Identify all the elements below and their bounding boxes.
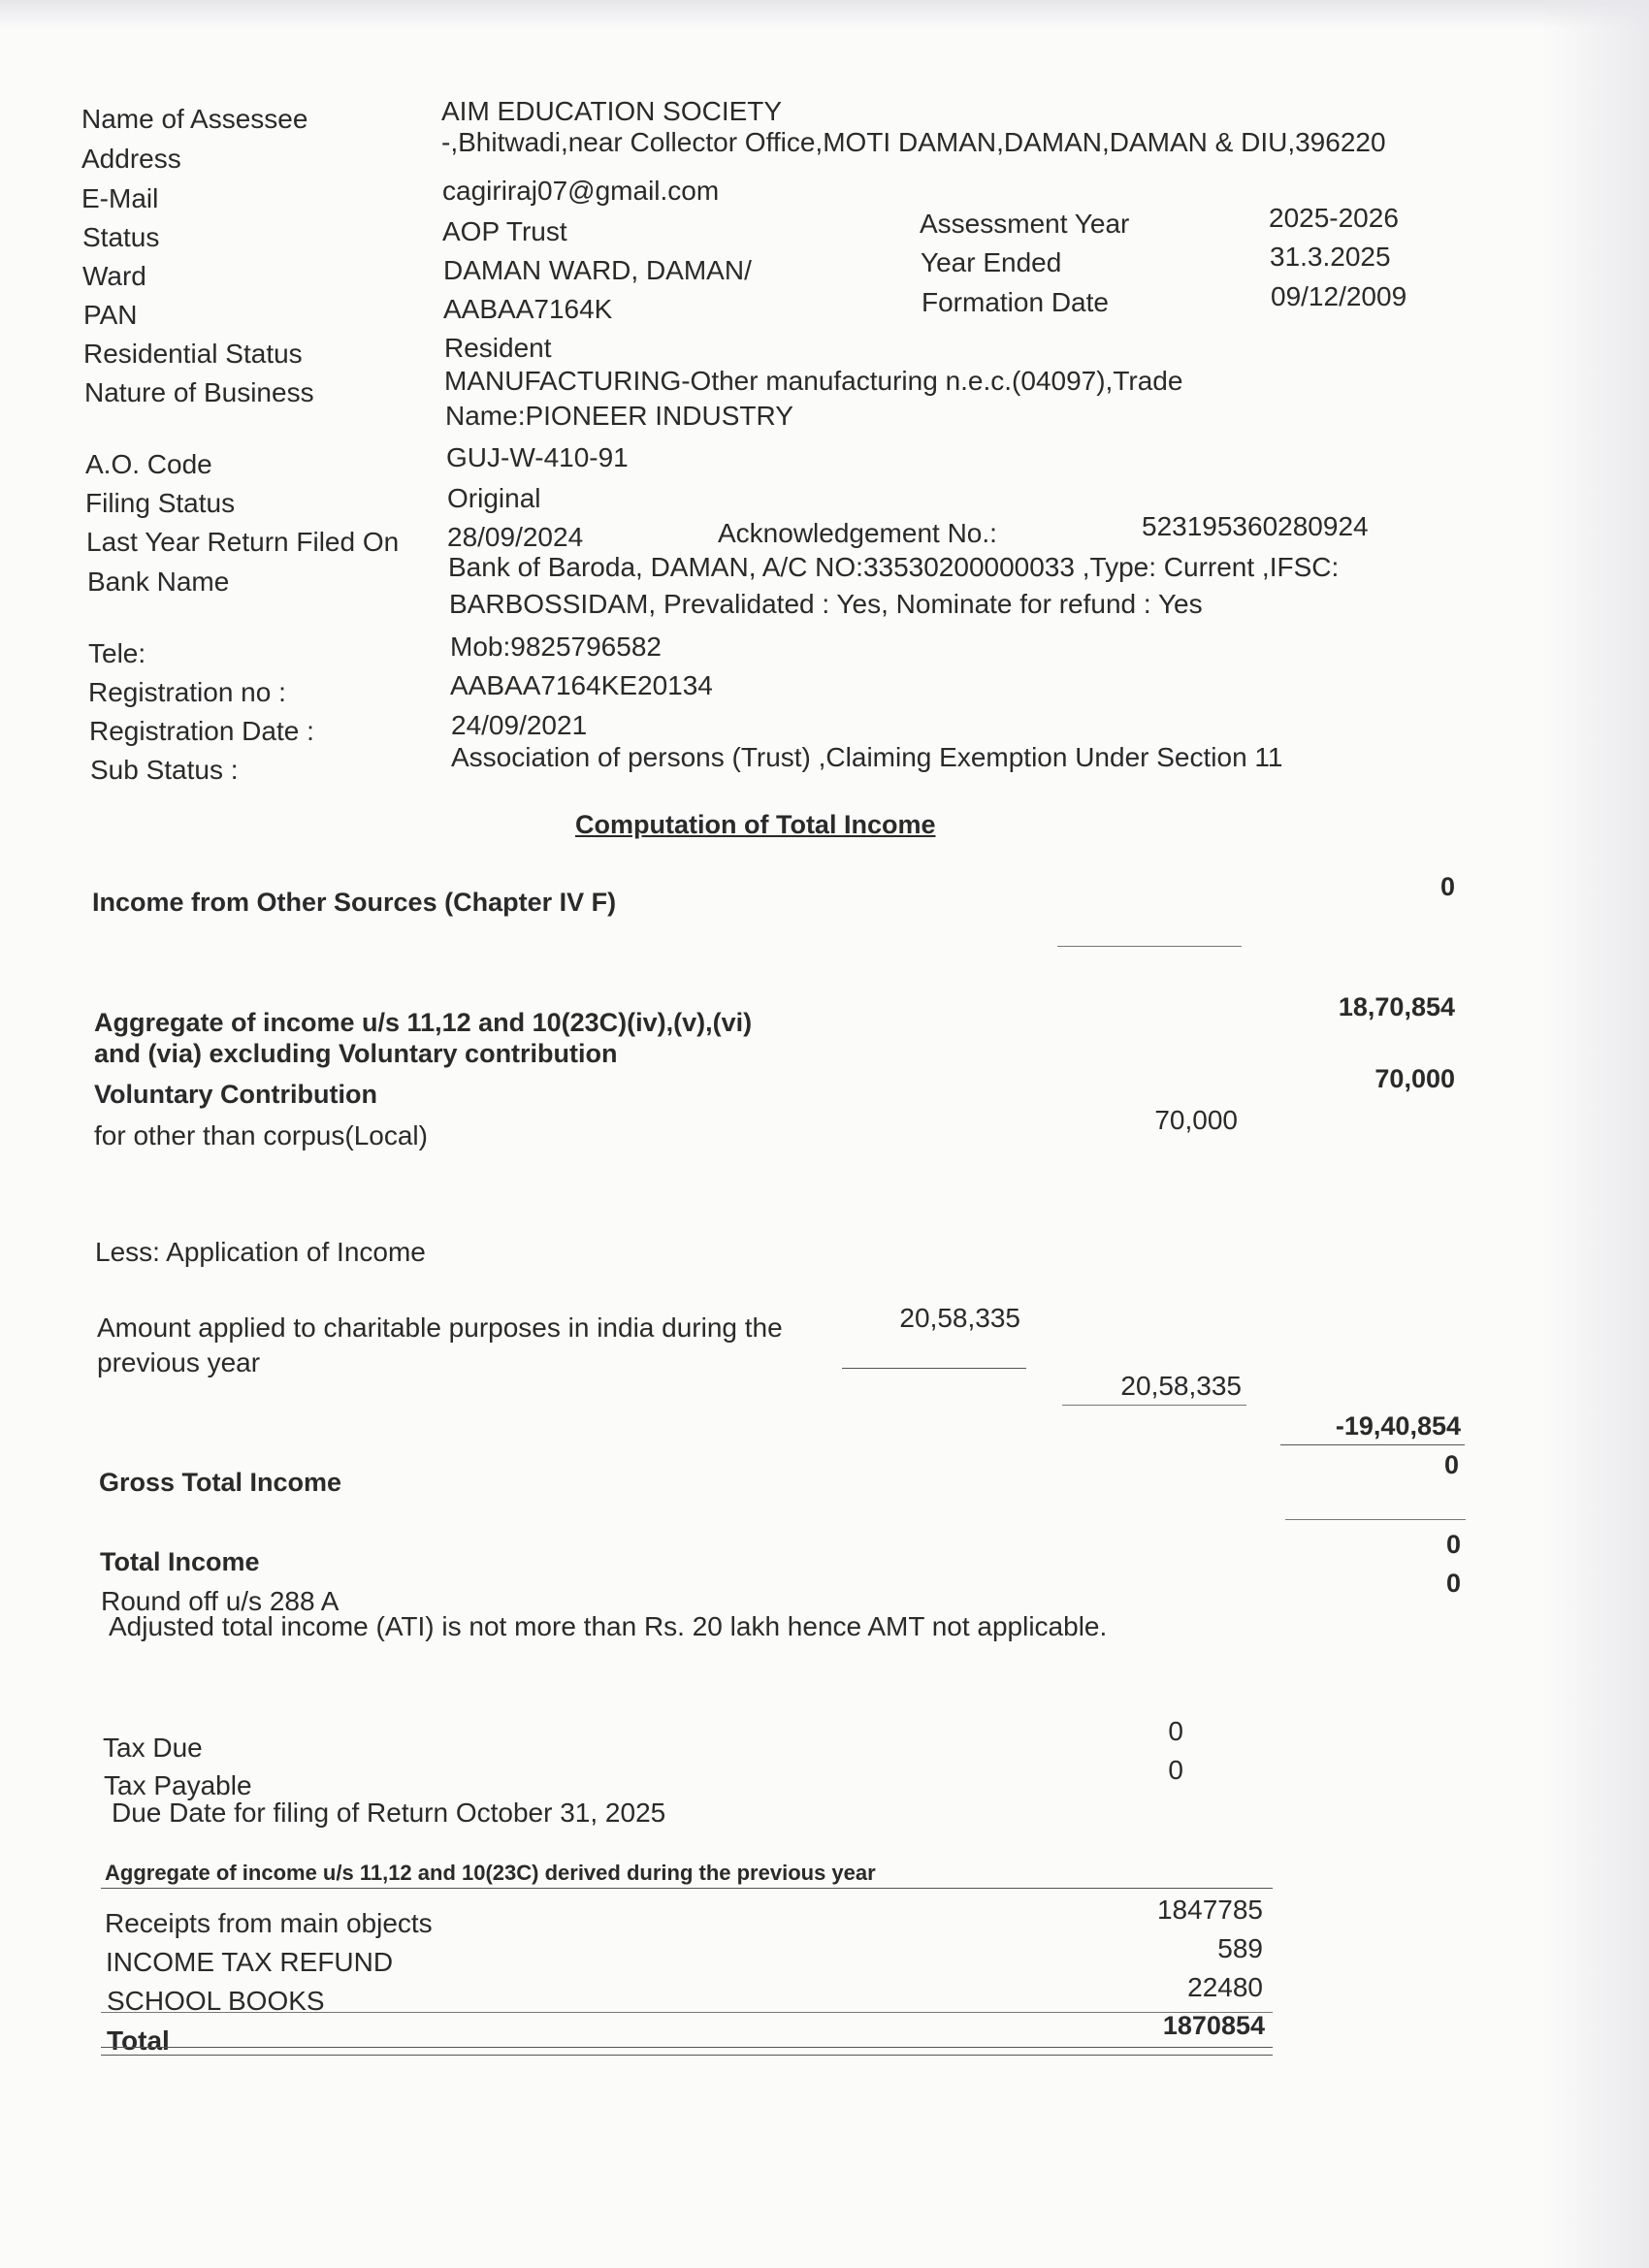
label-name: Name of Assessee — [81, 104, 308, 134]
label-gross-total-income: Gross Total Income — [99, 1468, 342, 1497]
label-formation-date: Formation Date — [922, 287, 1109, 317]
value-formation-date: 09/12/2009 — [1271, 281, 1407, 311]
aggregate-row-value: 1847785 — [1156, 1895, 1263, 1925]
value-total-income: 0 — [1445, 1530, 1461, 1559]
value-ao-code: GUJ-W-410-91 — [446, 442, 629, 472]
value-address: -,Bhitwadi,near Collector Office,MOTI DAMAN,DAMAN,DAMAN & DIU,396220 — [441, 127, 1386, 157]
value-bank-line2: BARBOSSIDAM, Prevalidated : Yes, Nominate for refund : Yes — [449, 589, 1203, 619]
table-divider — [101, 2055, 1273, 2056]
divider — [1280, 1444, 1465, 1445]
label-pan: PAN — [83, 300, 138, 330]
label-total-income: Total Income — [100, 1547, 260, 1576]
value-tax-payable: 0 — [1168, 1755, 1183, 1785]
value-net: -19,40,854 — [1335, 1411, 1461, 1441]
label-other-sources: Income from Other Sources (Chapter IV F) — [92, 888, 617, 917]
value-name: AIM EDUCATION SOCIETY — [441, 96, 783, 126]
due-date-note: Due Date for filing of Return October 31, 2025 — [112, 1798, 666, 1828]
amt-note: Adjusted total income (ATI) is not more than Rs. 20 lakh hence AMT not applicable. — [109, 1611, 1108, 1641]
value-email: cagiriraj07@gmail.com — [442, 176, 720, 206]
value-non-corpus: 70,000 — [1154, 1105, 1238, 1135]
label-registration-no: Registration no : — [88, 677, 286, 707]
aggregate-row-label: Receipts from main objects — [105, 1908, 433, 1938]
value-registration-date: 24/09/2021 — [451, 710, 588, 740]
label-tax-due: Tax Due — [103, 1733, 203, 1763]
value-assessment-year: 2025-2026 — [1269, 203, 1399, 233]
aggregate-row-value: 22480 — [1187, 1972, 1263, 2002]
label-nature-of-business: Nature of Business — [84, 377, 314, 407]
label-sub-status: Sub Status : — [90, 755, 239, 785]
label-last-year-return: Last Year Return Filed On — [86, 527, 400, 557]
label-filing-status: Filing Status — [85, 488, 236, 518]
label-residential-status: Residential Status — [83, 339, 303, 369]
label-less-application: Less: Application of Income — [95, 1237, 426, 1267]
label-ward: Ward — [82, 261, 146, 291]
value-ward: DAMAN WARD, DAMAN/ — [443, 255, 752, 285]
label-acknowledgement-no: Acknowledgement No.: — [718, 518, 997, 548]
divider — [1057, 946, 1242, 947]
label-address: Address — [81, 144, 181, 174]
divider — [1285, 1519, 1466, 1520]
label-applied-line2: previous year — [97, 1347, 261, 1377]
value-aggregate: 18,70,854 — [1338, 992, 1455, 1021]
label-ao-code: A.O. Code — [85, 449, 212, 479]
aggregate-table-heading: Aggregate of income u/s 11,12 and 10(23C) derived during the previous year — [105, 1861, 876, 1885]
label-registration-date: Registration Date : — [89, 716, 314, 746]
label-assessment-year: Assessment Year — [920, 209, 1130, 239]
value-round-off: 0 — [1445, 1569, 1461, 1598]
value-acknowledgement-no: 523195360280924 — [1142, 511, 1369, 541]
value-gross-total-income: 0 — [1443, 1450, 1459, 1479]
value-bank-line1: Bank of Baroda, DAMAN, A/C NO:33530200000033 ,Type: Current ,IFSC: — [448, 552, 1340, 582]
value-status: AOP Trust — [442, 216, 567, 246]
value-nature-of-business-line1: MANUFACTURING-Other manufacturing n.e.c.(04097),Trade — [444, 366, 1183, 396]
value-other-sources: 0 — [1439, 872, 1455, 901]
value-year-ended: 31.3.2025 — [1270, 242, 1391, 272]
label-email: E-Mail — [81, 183, 159, 213]
label-round-off: Round off u/s 288 A — [101, 1586, 340, 1616]
value-pan: AABAA7164K — [443, 294, 613, 324]
scan-edge-shadow — [1542, 0, 1649, 2268]
label-bank-name: Bank Name — [87, 567, 230, 597]
value-residential-status: Resident — [444, 333, 552, 363]
label-year-ended: Year Ended — [921, 247, 1062, 277]
value-nature-of-business-line2: Name:PIONEER INDUSTRY — [445, 401, 793, 431]
label-aggregate-line1: Aggregate of income u/s 11,12 and 10(23C)(iv),(v),(vi) — [94, 1008, 753, 1037]
table-divider — [101, 2047, 1273, 2048]
aggregate-total-value: 1870854 — [1162, 2011, 1265, 2040]
aggregate-row-value: 589 — [1217, 1933, 1263, 1963]
computation-title: Computation of Total Income — [575, 810, 936, 839]
label-aggregate-line2: and (via) excluding Voluntary contribution — [94, 1039, 618, 1068]
value-last-year-return: 28/09/2024 — [447, 522, 584, 552]
aggregate-total-label: Total — [107, 2025, 170, 2056]
value-filing-status: Original — [447, 483, 541, 513]
divider — [1062, 1405, 1246, 1406]
value-tele: Mob:9825796582 — [450, 632, 662, 662]
aggregate-row-label: INCOME TAX REFUND — [106, 1947, 394, 1977]
value-registration-no: AABAA7164KE20134 — [450, 670, 713, 700]
scan-top-shadow — [0, 0, 1649, 29]
divider — [842, 1368, 1026, 1369]
aggregate-row-label: SCHOOL BOOKS — [107, 1986, 325, 2016]
label-non-corpus: for other than corpus(Local) — [94, 1120, 428, 1150]
value-applied-subtotal: 20,58,335 — [1120, 1371, 1242, 1401]
label-status: Status — [82, 222, 160, 252]
value-applied: 20,58,335 — [899, 1303, 1020, 1333]
label-tele: Tele: — [88, 638, 146, 668]
label-tax-payable: Tax Payable — [104, 1770, 252, 1800]
table-divider — [101, 1888, 1273, 1889]
label-voluntary-contribution: Voluntary Contribution — [94, 1080, 377, 1109]
value-sub-status: Association of persons (Trust) ,Claiming Exemption Under Section 11 — [451, 742, 1283, 772]
value-voluntary-contribution: 70,000 — [1374, 1064, 1455, 1093]
label-applied-line1: Amount applied to charitable purposes in india during the — [97, 1312, 783, 1343]
value-tax-due: 0 — [1168, 1716, 1183, 1746]
